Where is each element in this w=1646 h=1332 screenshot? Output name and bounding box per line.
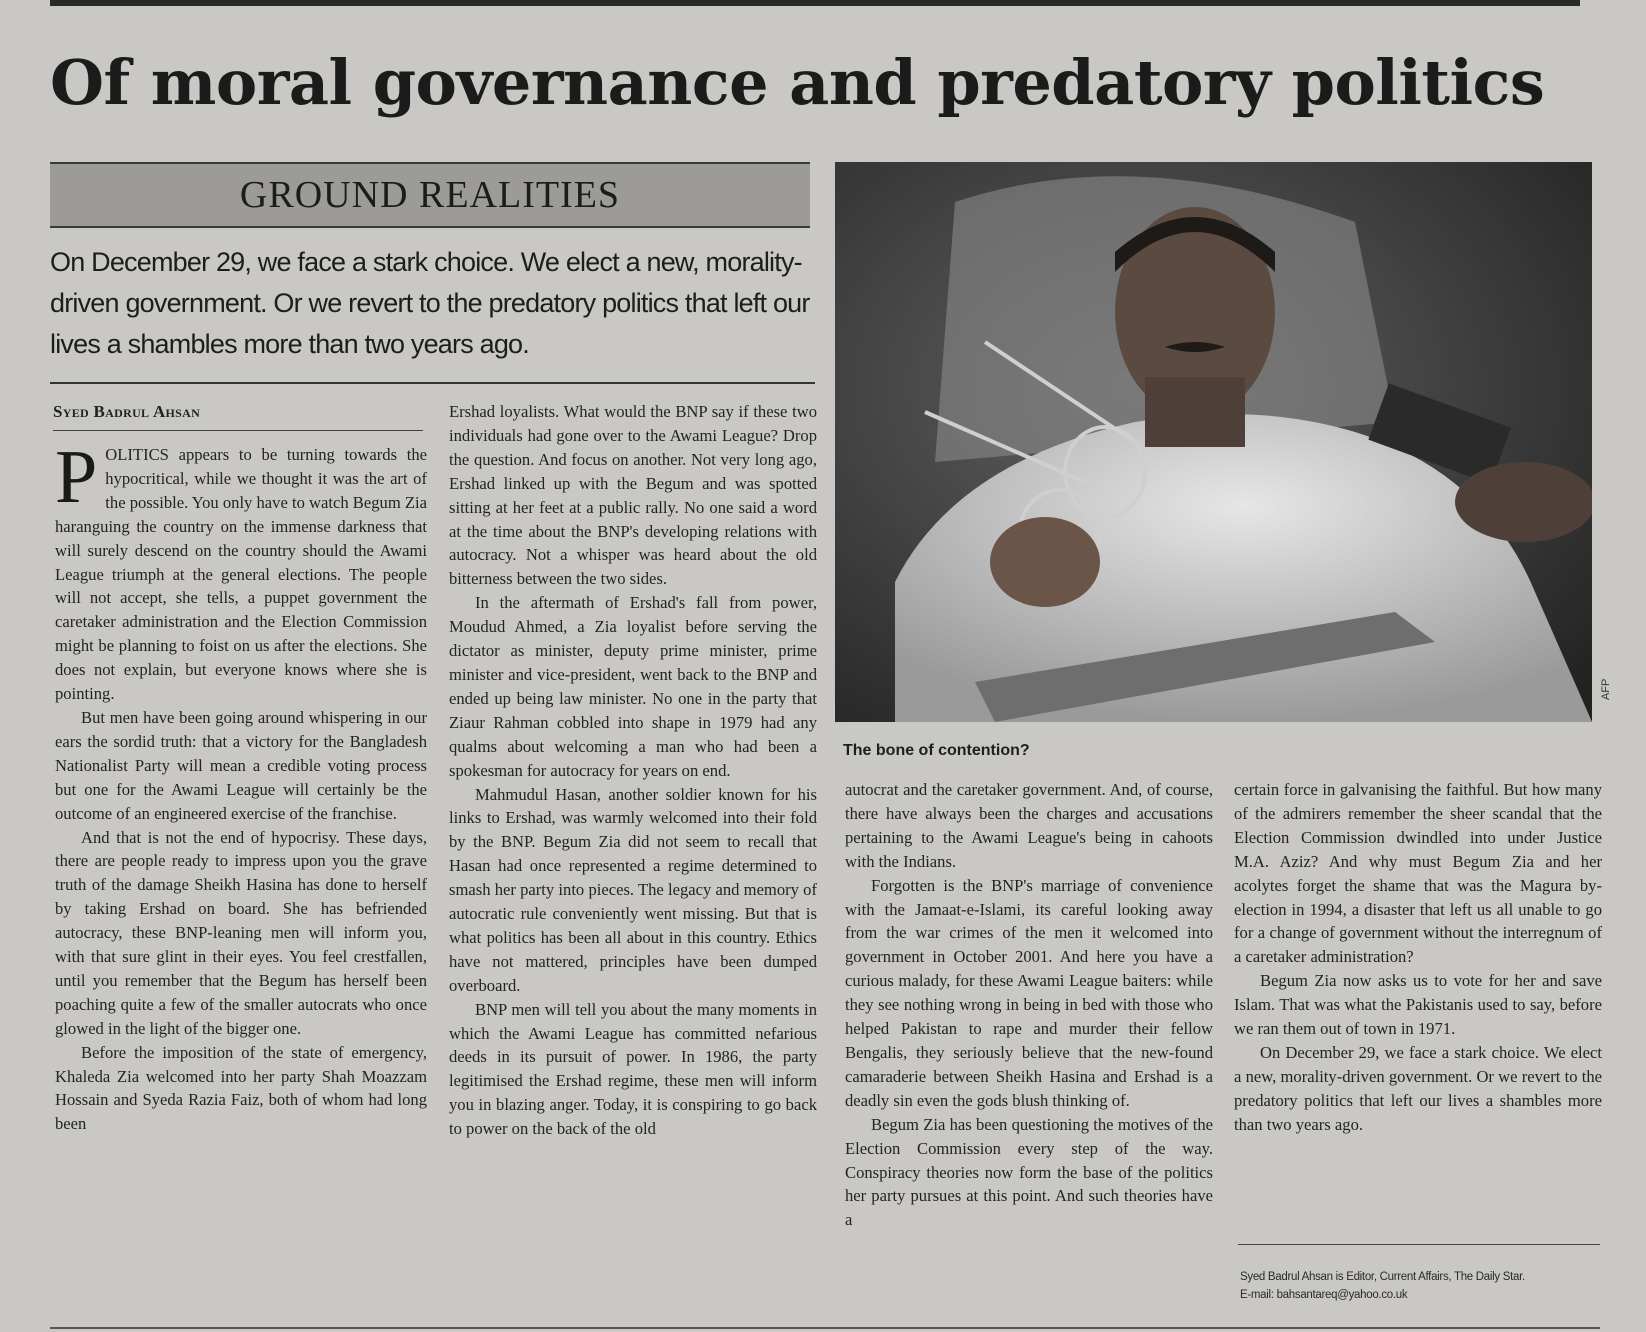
top-rule <box>50 0 1580 6</box>
article-column-2 <box>449 400 817 1141</box>
paragraph: certain force in galvanising the faithful. But how many of the admirers remember the sheer scandal that the Election Commission dwindled into under Justice M.A. Aziz? And why must Begum Zia and her acolytes forget the shame that was the Magura by-election in 1994, a disaster that left us all unable to go for a change of government without the interregnum of a caretaker administration? <box>1234 780 1602 967</box>
article-column-3 <box>845 778 1213 1232</box>
dropcap: P <box>55 435 98 519</box>
photo-credit: AFP <box>1600 678 1612 700</box>
photo-illustration <box>835 162 1592 722</box>
news-photo <box>835 162 1592 722</box>
deck-rule <box>50 382 815 384</box>
paragraph: And that is not the end of hypocrisy. These days, there are people ready to impress upon you the grave truth of the damage Sheikh Hasina has done to herself by taking Ershad on board. She has befriended autocracy, these BNP-leaning men will inform you, with that sure glint in their eyes. You feel crestfallen, until you remember that the Begum has herself been poaching quite a few of the smaller autocrats who once glowed in the light of the bigger one. <box>55 827 427 1038</box>
paragraph: BNP men will tell you about the many moments in which the Awami League has committed nefarious deeds in its pursuit of power. In 1986, the party legitimised the Ershad regime, these men will inform you in blazing anger. Today, it is conspiring to go back to power on the back of the old <box>449 999 817 1139</box>
column-banner <box>50 162 810 228</box>
paragraph: In the aftermath of Ershad's fall from power, Moudud Ahmed, a Zia loyalist before serving the dictator as minister, deputy prime minister, prime minister and vice-president, went back to the BNP and ended up being law minister. No one in the party that Ziaur Rahman cobbled into shape in 1979 had any qualms about welcoming a man who had been a spokesman for autocracy for years on end. <box>449 593 817 780</box>
photo-caption: The bone of contention? <box>843 742 1030 759</box>
author-bio-line: Syed Badrul Ahsan is Editor, Current Affairs, The Daily Star. <box>1240 1271 1525 1283</box>
paragraph: On December 29, we face a stark choice. We elect a new, morality-driven government. Or we revert to the predatory politics that left our lives a shambles more than two years ago. <box>1234 1042 1602 1134</box>
paragraph <box>55 435 427 706</box>
paragraph: Mahmudul Hasan, another soldier known for his links to Ershad, was warmly welcomed into their fold by the BNP. Begum Zia did not seem to recall that Hasan had once represented a regime determined to smash her party into pieces. The legacy and memory of autocratic rule conveniently went missing. But that is what politics has been all about in this country. Ethics have not mattered, principles have been dumped overboard. <box>449 784 817 995</box>
paragraph: Begum Zia has been questioning the motives of the Election Commission every step of the way. Conspiracy theories now form the base of the politics her party pursues at this point. And such theories have a <box>845 1114 1213 1230</box>
byline: Syed Badrul Ahsan <box>53 402 201 421</box>
headline: Of moral governance and predatory politics <box>50 46 1545 119</box>
paragraph: Before the imposition of the state of emergency, Khaleda Zia welcomed into her party Shah Moazzam Hossain and Syeda Razia Faiz, both of whom had long been <box>55 1042 427 1134</box>
column-name: GROUND REALITIES <box>239 174 621 216</box>
author-bio <box>1240 1268 1612 1304</box>
deck: On December 29, we face a stark choice. We elect a new, morality-driven government. Or we revert to the predatory politics that left our lives a shambles more than two years ago. <box>50 247 810 359</box>
article-column-4 <box>1234 778 1602 1137</box>
paragraph: But men have been going around whispering in our ears the sordid truth: that a victory for the Bangladesh Nationalist Party will mean a credible voting process but one for the Awami League will certainly be the outcome of an engineered exercise of the franchise. <box>55 707 427 823</box>
paragraph: Ershad loyalists. What would the BNP say if these two individuals had gone over to the Awami League? Drop the question. And focus on another. Not very long ago, Ershad linked up with the Begum and was spotted sitting at her feet at a public rally. No one said a word at the time about the BNP's developing relations with autocracy. Not a whisper was heard about the old bitterness between the two sides. <box>449 402 817 589</box>
bio-rule <box>1238 1244 1600 1245</box>
paragraph: autocrat and the caretaker government. And, of course, there have always been the charges and accusations pertaining to the Awami League's being in cahoots with the Indians. <box>845 780 1213 871</box>
bottom-rule <box>50 1327 1600 1329</box>
paragraph: Forgotten is the BNP's marriage of convenience with the Jamaat-e-Islami, its careful looking away from the war crimes of the men it welcomed into government in October 2001. And here you have a curious malady, for these Awami League baiters: while they see nothing wrong in being in bed with those who helped Pakistan to rape and murder their fellow Bengalis, they seriously believe that the new-found camaraderie between Sheikh Hasina and Ershad is a deadly sin even the gods blush thinking of. <box>845 875 1213 1110</box>
paragraph: Begum Zia now asks us to vote for her and save Islam. That was what the Pakistanis used to say, before we ran them out of town in 1971. <box>1234 971 1602 1039</box>
author-email: E-mail: bahsantareq@yahoo.co.uk <box>1240 1289 1408 1301</box>
article-column-1 <box>55 435 427 1136</box>
paragraph-text: OLITICS appears to be turning towards the hypocritical, while we thought it was the art of the possible. You only have to watch Begum Zia haranguing the country on the immense darkness that will surely descend on the country should the Awami League triumph at the general elections. The people will not accept, she tells, a puppet government the caretaker administration and the Election Commission might be planning to foist on us after the elections. She does not explain, but everyone knows where she is pointing. <box>55 445 427 704</box>
byline-rule <box>53 430 423 431</box>
